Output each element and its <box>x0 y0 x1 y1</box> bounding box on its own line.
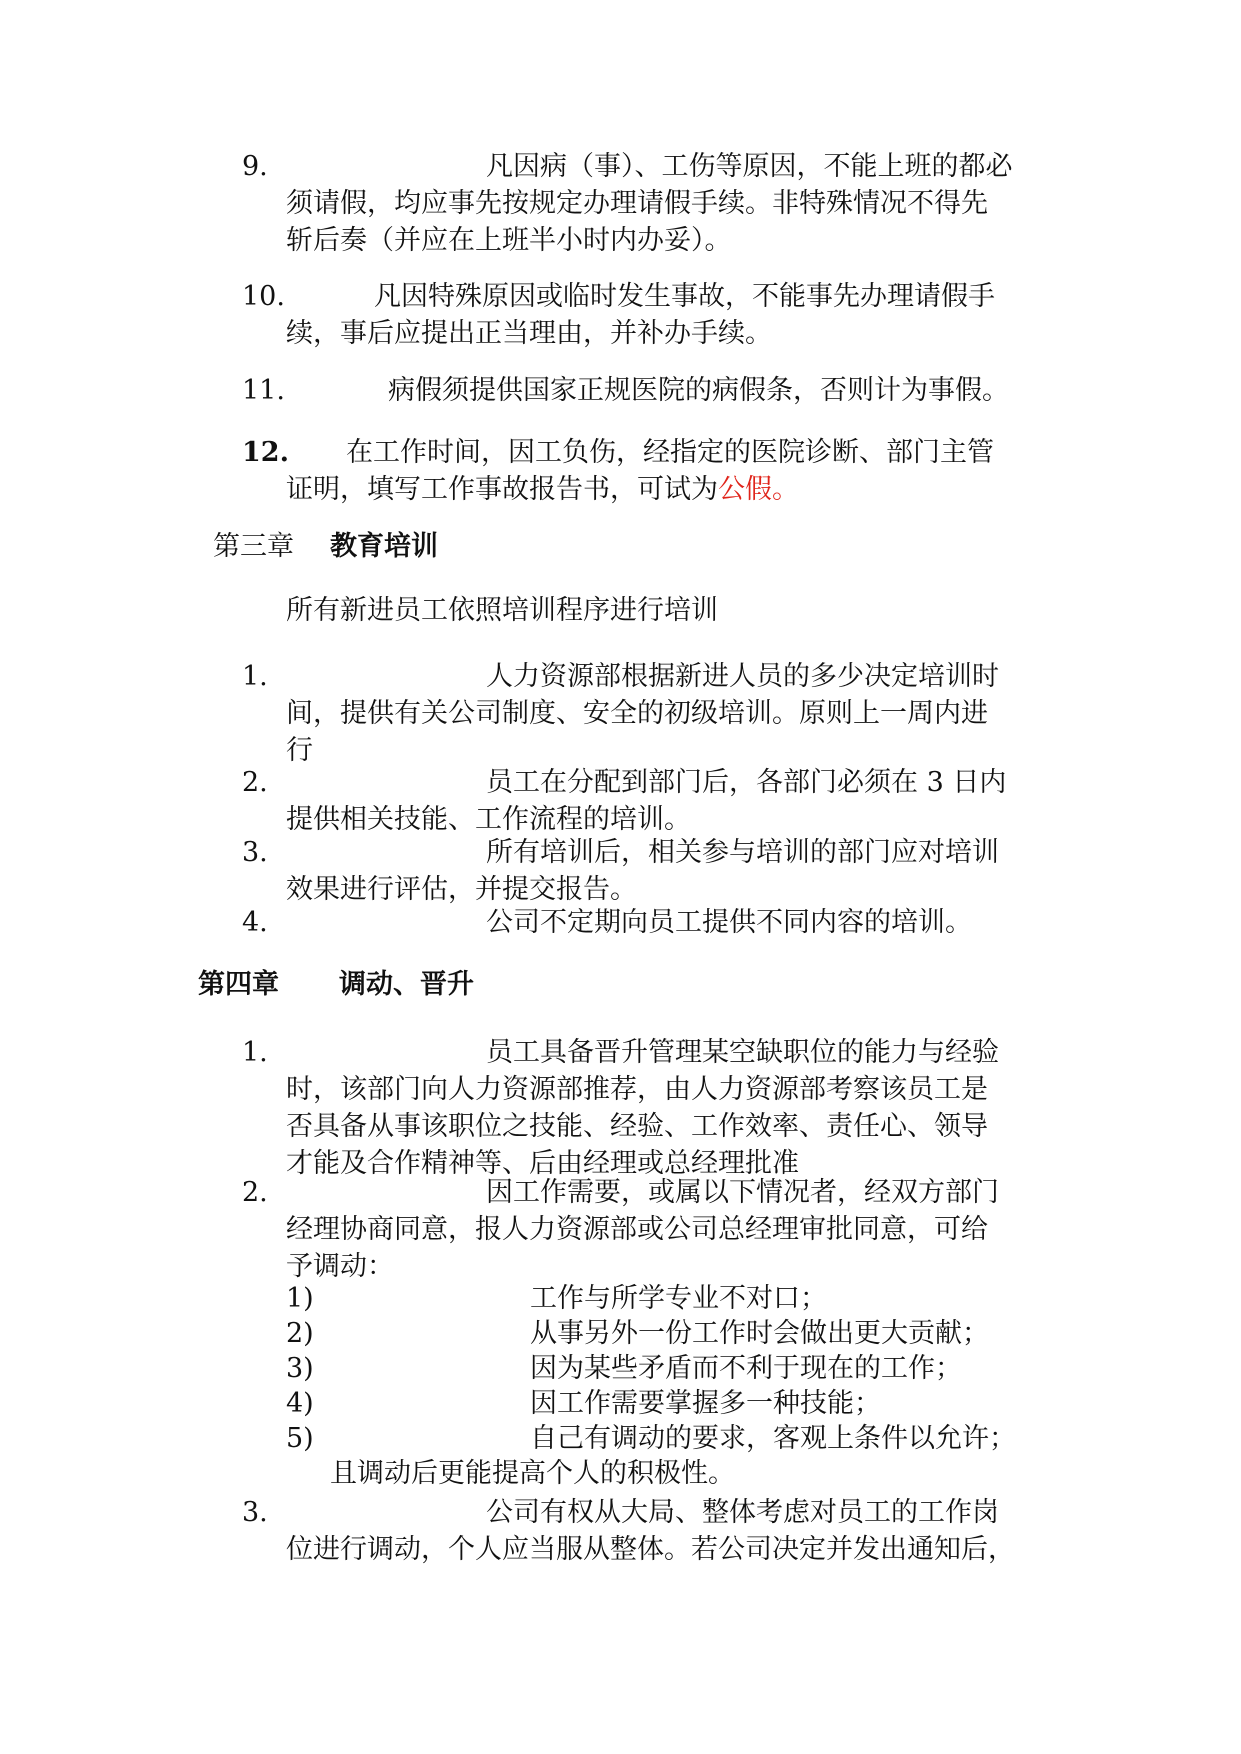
highlighted-text: 公假。 <box>718 474 799 505</box>
chapter-heading <box>213 528 438 565</box>
item-text-line: 病假须提供国家正规医院的病假条，否则计为事假。 <box>388 375 1009 406</box>
sub-item-number: 2) <box>286 1318 314 1349</box>
sub-item-text: 自己有调动的要求，客观上条件以允许； <box>530 1423 1016 1454</box>
item-text-line: 凡因病（事）、工伤等原因，不能上班的都必 <box>486 151 1013 182</box>
item-number: 3. <box>242 1497 268 1528</box>
item-number: 11. <box>242 375 285 406</box>
item-text-line: 行 <box>286 735 313 766</box>
item-number: 10. <box>242 281 285 312</box>
item-text-line <box>286 471 994 508</box>
item-number: 4. <box>242 907 268 938</box>
item-text-line: 间，提供有关公司制度、安全的初级培训。原则上一周内进 <box>286 698 988 729</box>
item-number: 2. <box>242 767 268 798</box>
item-text-line: 凡因特殊原因或临时发生事故，不能事先办理请假手 <box>374 281 995 312</box>
sub-item-text: 因为某些矛盾而不利于现在的工作； <box>530 1353 962 1384</box>
item-text-line: 公司不定期向员工提供不同内容的培训。 <box>486 907 972 938</box>
item-text-line: 否具备从事该职位之技能、经验、工作效率、责任心、领导 <box>286 1111 988 1142</box>
item-text-line: 人力资源部根据新进人员的多少决定培训时 <box>486 661 999 692</box>
item-text-line: 才能及合作精神等、后由经理或总经理批准 <box>286 1148 799 1179</box>
sub-item-number: 1) <box>286 1283 314 1314</box>
sub-item-number: 5) <box>286 1423 314 1454</box>
item-text-line: 公司有权从大局、整体考虑对员工的工作岗 <box>486 1497 999 1528</box>
sub-item-number: 4) <box>286 1388 314 1419</box>
chapter-label: 第三章 <box>213 531 294 562</box>
sub-item-text: 工作与所学专业不对口； <box>530 1283 827 1314</box>
item-text-line: 因工作需要，或属以下情况者，经双方部门 <box>486 1177 999 1208</box>
sub-item-number: 3) <box>286 1353 314 1384</box>
chapter-label: 第四章 <box>198 969 279 1000</box>
chapter-title: 调动、晋升 <box>339 969 474 1000</box>
item-text-line: 效果进行评估，并提交报告。 <box>286 874 637 905</box>
item-text-line: 员工具备晋升管理某空缺职位的能力与经验 <box>486 1037 999 1068</box>
item-text-line: 在工作时间，因工负伤，经指定的医院诊断、部门主管 <box>346 437 994 468</box>
item-text-line: 续，事后应提出正当理由，并补办手续。 <box>286 318 772 349</box>
item-text-line: 位进行调动，个人应当服从整体。若公司决定并发出通知后， <box>286 1534 1015 1565</box>
item-text-line: 斩后奏（并应在上班半小时内办妥）。 <box>286 225 732 256</box>
item-text-line: 予调动： <box>286 1251 394 1282</box>
intro-paragraph: 所有新进员工依照培训程序进行培训 <box>286 595 718 626</box>
item-number: 2. <box>242 1177 268 1208</box>
item-number: 3. <box>242 837 268 868</box>
item-text-line: 时，该部门向人力资源部推荐，由人力资源部考察该员工是 <box>286 1074 988 1105</box>
item-text: 证明，填写工作事故报告书，可试为 <box>286 474 718 505</box>
sub-item-continuation: 且调动后更能提高个人的积极性。 <box>330 1458 735 1489</box>
item-number: 12. <box>242 437 289 468</box>
item-text-line: 提供相关技能、工作流程的培训。 <box>286 804 691 835</box>
sub-item-text: 从事另外一份工作时会做出更大贡献； <box>530 1318 989 1349</box>
item-number: 1. <box>242 1037 268 1068</box>
chapter-heading <box>198 966 474 1003</box>
item-text-line: 经理协商同意，报人力资源部或公司总经理审批同意，可给 <box>286 1214 988 1245</box>
item-number: 9. <box>242 151 268 182</box>
item-text-line: 须请假，均应事先按规定办理请假手续。非特殊情况不得先 <box>286 188 988 219</box>
item-number: 1. <box>242 661 268 692</box>
item-text-line: 员工在分配到部门后，各部门必须在 3 日内 <box>486 767 1007 798</box>
item-text-line: 所有培训后，相关参与培训的部门应对培训 <box>486 837 999 868</box>
chapter-title: 教育培训 <box>330 531 438 562</box>
sub-item-text: 因工作需要掌握多一种技能； <box>530 1388 881 1419</box>
